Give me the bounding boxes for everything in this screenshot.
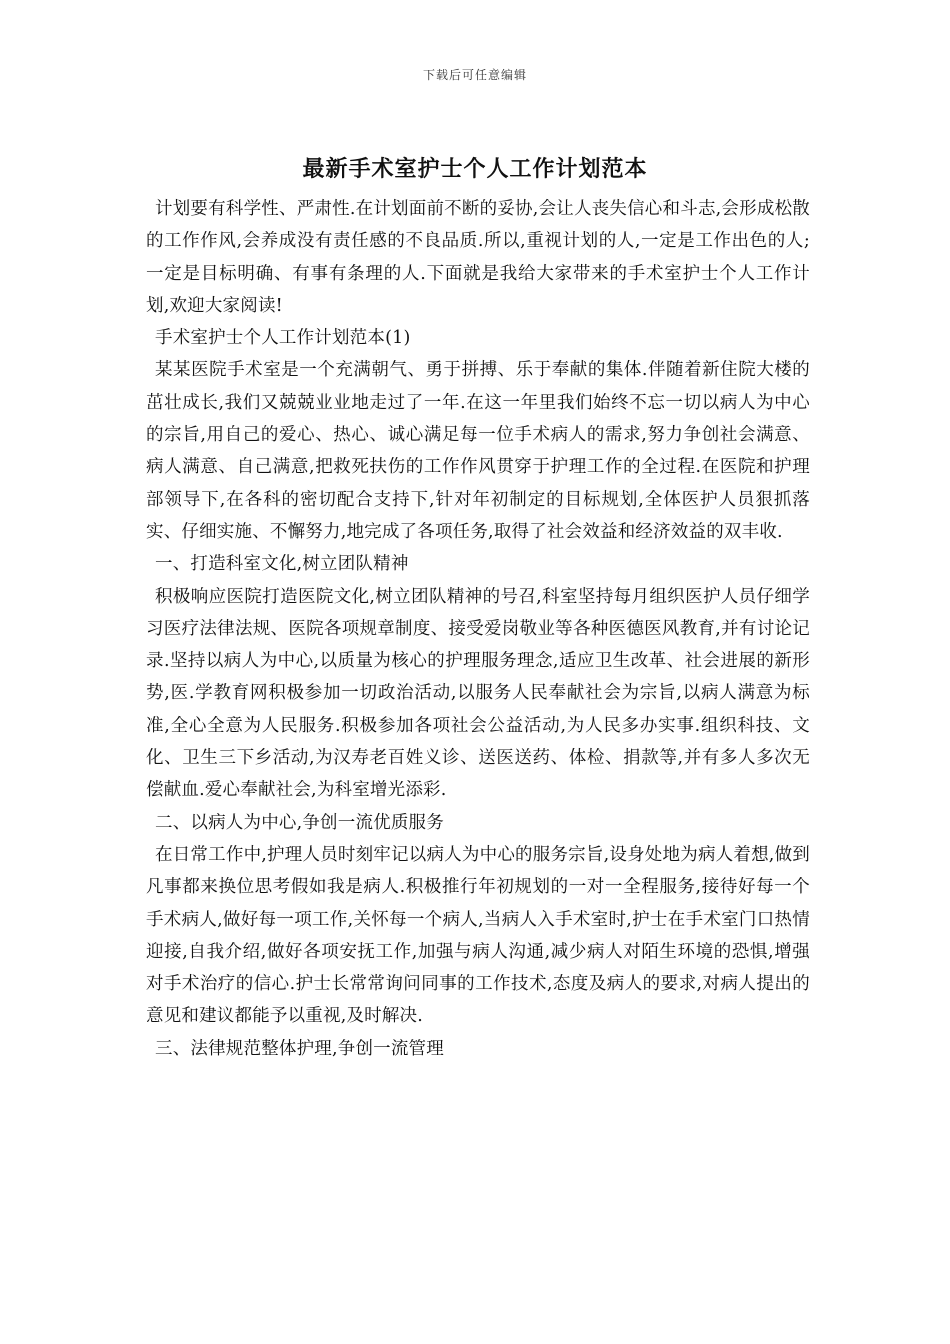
- section-heading-2: 二、以病人为中心,争创一流优质服务: [155, 812, 444, 833]
- section-heading-sample-1: 手术室护士个人工作计划范本(1): [155, 328, 411, 349]
- body-paragraph: 某某医院手术室是一个充满朝气、勇于拼搏、乐于奉献的集体.伴随着新住院大楼的茁壮成长,我们又兢兢业业地走过了一年.在这一年里我们始终不忘一切以病人为中心的宗旨,用自己的爱心、热心、诚心满足每一位手术病人的需求,努力争创社会满意、病人满意、自己满意,把救死扶伤的工作作风贯穿于护理工作的全过程.在医院和护理部领导下,在各科的密切配合支持下,针对年初制定的目标规划,全体医护人员狠抓落实、仔细实施、不懈努力,地完成了各项任务,取得了社会效益和经济效益的双丰收.: [146, 360, 810, 542]
- intro-paragraph: 计划要有科学性、严肃性.在计划面前不断的妥协,会让人丧失信心和斗志,会形成松散的工作作风,会养成没有责任感的不良品质.所以,重视计划的人,一定是工作出色的人;一定是目标明确、有事有条理的人.下面就是我给大家带来的手术室护士个人工作计划,欢迎大家阅读!: [146, 199, 810, 316]
- body-paragraph: 在日常工作中,护理人员时刻牢记以病人为中心的服务宗旨,设身处地为病人着想,做到凡事都来换位思考假如我是病人.积极推行年初规划的一对一全程服务,接待好每一个手术病人,做好每一项工作,关怀每一个病人,当病人入手术室时,护士在手术室门口热情迎接,自我介绍,做好各项安抚工作,加强与病人沟通,减少病人对陌生环境的恐惧,增强对手术治疗的信心.护士长常常询问同事的工作技术,态度及病人的要求,对病人提出的意见和建议都能予以重视,及时解决.: [146, 844, 810, 1027]
- page-header-note: 下载后可任意编辑: [422, 68, 527, 82]
- document-body: [146, 193, 810, 1065]
- document-title: 最新手术室护士个人工作计划范本: [302, 156, 648, 182]
- body-paragraph: 积极响应医院打造医院文化,树立团队精神的号召,科室坚持每月组织医护人员仔细学习医疗法律法规、医院各项规章制度、接受爱岗敬业等各种医德医风教育,并有讨论记录.坚持以病人为中心,以质量为核心的护理服务理念,适应卫生改革、社会进展的新形势,医.学教育网积极参加一切政治活动,以服务人民奉献社会为宗旨,以病人满意为标准,全心全意为人民服务.积极参加各项社会公益活动,为人民多办实事.组织科技、文化、卫生三下乡活动,为汉寿老百姓义诊、送医送药、体检、捐款等,并有多人多次无偿献血.爱心奉献社会,为科室增光添彩.: [146, 586, 810, 801]
- section-heading-1: 一、打造科室文化,树立团队精神: [155, 554, 409, 575]
- section-heading-3: 三、法律规范整体护理,争创一流管理: [155, 1038, 444, 1059]
